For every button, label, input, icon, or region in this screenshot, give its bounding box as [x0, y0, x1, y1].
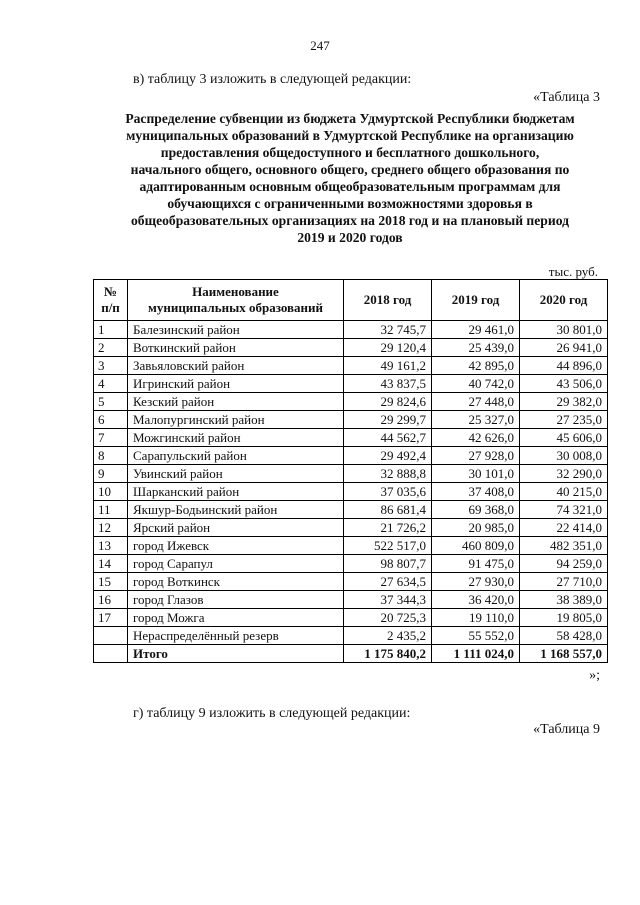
- cell-2019: 27 928,0: [432, 447, 520, 465]
- table-row: [94, 609, 608, 627]
- cell-number: 9: [94, 465, 128, 483]
- cell-number: 3: [94, 357, 128, 375]
- cell-number: 15: [94, 573, 128, 591]
- cell-2019: 27 448,0: [432, 393, 520, 411]
- cell-name: Воткинский район: [128, 339, 344, 357]
- table-row: [94, 519, 608, 537]
- cell-2019: 20 985,0: [432, 519, 520, 537]
- cell-2018: 37 035,6: [344, 483, 432, 501]
- cell-2019: 29 461,0: [432, 321, 520, 339]
- cell-2018: 37 344,3: [344, 591, 432, 609]
- cell-number: [94, 645, 128, 663]
- header-2019: 2019 год: [432, 280, 520, 321]
- cell-2018: 27 634,5: [344, 573, 432, 591]
- units-label: тыс. руб.: [548, 264, 598, 279]
- cell-number: 1: [94, 321, 128, 339]
- cell-2018: 43 837,5: [344, 375, 432, 393]
- table-9-reference: «Таблица 9: [533, 722, 600, 737]
- table-row: [94, 339, 608, 357]
- header-number-line1: №: [103, 284, 118, 299]
- cell-2020: 26 941,0: [520, 339, 608, 357]
- cell-name: Шарканский район: [128, 483, 344, 501]
- cell-2020: 44 896,0: [520, 357, 608, 375]
- cell-number: 12: [94, 519, 128, 537]
- cell-number: 7: [94, 429, 128, 447]
- title-line: 2019 и 2020 годов: [297, 230, 403, 245]
- header-name-line1: Наименование: [192, 284, 279, 299]
- cell-2019: 69 368,0: [432, 501, 520, 519]
- cell-2019: 36 420,0: [432, 591, 520, 609]
- cell-name: Кезский район: [128, 393, 344, 411]
- cell-number: 8: [94, 447, 128, 465]
- cell-2020: 30 008,0: [520, 447, 608, 465]
- cell-2020: 45 606,0: [520, 429, 608, 447]
- title-line: Распределение субвенции из бюджета Удмуртской Республики бюджетам: [125, 111, 575, 126]
- table-row: [94, 393, 608, 411]
- cell-2020: 22 414,0: [520, 519, 608, 537]
- cell-2018: 98 807,7: [344, 555, 432, 573]
- cell-2020: 19 805,0: [520, 609, 608, 627]
- cell-2018: 32 888,8: [344, 465, 432, 483]
- table-row: [94, 537, 608, 555]
- cell-number: 14: [94, 555, 128, 573]
- cell-2020: 30 801,0: [520, 321, 608, 339]
- table-row: [94, 375, 608, 393]
- header-number-line2: п/п: [101, 300, 120, 315]
- cell-2020: 40 215,0: [520, 483, 608, 501]
- cell-name: Нераспределённый резерв: [128, 627, 344, 645]
- cell-name: город Сарапул: [128, 555, 344, 573]
- header-2020: 2020 год: [520, 280, 608, 321]
- subvention-table: [93, 279, 608, 663]
- cell-2020: 58 428,0: [520, 627, 608, 645]
- table-title: [80, 110, 620, 246]
- title-line: начального общего, основного общего, среднего общего образования по: [130, 162, 570, 177]
- cell-name: Увинский район: [128, 465, 344, 483]
- cell-number: 4: [94, 375, 128, 393]
- cell-2018: 29 120,4: [344, 339, 432, 357]
- cell-name: город Можга: [128, 609, 344, 627]
- cell-number: 16: [94, 591, 128, 609]
- total-label: Итого: [128, 645, 344, 663]
- cell-2020: 32 290,0: [520, 465, 608, 483]
- total-2018: 1 175 840,2: [344, 645, 432, 663]
- cell-2018: 44 562,7: [344, 429, 432, 447]
- cell-2020: 27 235,0: [520, 411, 608, 429]
- title-line: адаптированным основным общеобразовательным программам для: [139, 179, 561, 194]
- header-2018: 2018 год: [344, 280, 432, 321]
- cell-number: 10: [94, 483, 128, 501]
- page-number: 247: [310, 38, 330, 53]
- cell-name: Балезинский район: [128, 321, 344, 339]
- table-row: [94, 483, 608, 501]
- cell-number: 11: [94, 501, 128, 519]
- cell-name: город Воткинск: [128, 573, 344, 591]
- table-body: [94, 321, 608, 663]
- cell-2018: 20 725,3: [344, 609, 432, 627]
- cell-name: Игринский район: [128, 375, 344, 393]
- cell-2018: 29 492,4: [344, 447, 432, 465]
- cell-2019: 460 809,0: [432, 537, 520, 555]
- cell-2020: 74 321,0: [520, 501, 608, 519]
- cell-name: Сарапульский район: [128, 447, 344, 465]
- title-line: обучающихся с ограниченными возможностями здоровья в: [167, 196, 533, 211]
- cell-2019: 42 895,0: [432, 357, 520, 375]
- header-name-line2: муниципальных образований: [147, 300, 324, 315]
- table-row: [94, 447, 608, 465]
- cell-name: Малопургинский район: [128, 411, 344, 429]
- cell-2019: 25 439,0: [432, 339, 520, 357]
- cell-2019: 55 552,0: [432, 627, 520, 645]
- cell-name: город Ижевск: [128, 537, 344, 555]
- cell-2019: 30 101,0: [432, 465, 520, 483]
- cell-2019: 25 327,0: [432, 411, 520, 429]
- header-name: [128, 280, 344, 321]
- instruction-g: г) таблицу 9 изложить в следующей редакции:: [133, 706, 411, 721]
- total-row: [94, 645, 608, 663]
- title-line: предоставления общедоступного и бесплатного дошкольного,: [160, 145, 540, 160]
- table-row: [94, 501, 608, 519]
- table-row: [94, 465, 608, 483]
- cell-2018: 2 435,2: [344, 627, 432, 645]
- cell-number: 2: [94, 339, 128, 357]
- cell-2018: 29 299,7: [344, 411, 432, 429]
- total-2019: 1 111 024,0: [432, 645, 520, 663]
- table-row: [94, 627, 608, 645]
- header-number: [94, 280, 128, 321]
- table-row: [94, 357, 608, 375]
- table-3-reference: «Таблица 3: [533, 90, 600, 105]
- table-row: [94, 573, 608, 591]
- cell-number: 17: [94, 609, 128, 627]
- cell-number: 6: [94, 411, 128, 429]
- cell-2018: 49 161,2: [344, 357, 432, 375]
- cell-number: 5: [94, 393, 128, 411]
- cell-2019: 91 475,0: [432, 555, 520, 573]
- cell-2018: 522 517,0: [344, 537, 432, 555]
- table-row: [94, 429, 608, 447]
- cell-number: 13: [94, 537, 128, 555]
- table-row: [94, 591, 608, 609]
- cell-2020: 27 710,0: [520, 573, 608, 591]
- instruction-v: в) таблицу 3 изложить в следующей редакции:: [133, 72, 412, 87]
- cell-2020: 482 351,0: [520, 537, 608, 555]
- cell-name: Завьяловский район: [128, 357, 344, 375]
- cell-2020: 43 506,0: [520, 375, 608, 393]
- cell-2020: 38 389,0: [520, 591, 608, 609]
- table-row: [94, 555, 608, 573]
- closing-quote: »;: [589, 668, 600, 683]
- table-header-row: [94, 280, 608, 321]
- table-row: [94, 411, 608, 429]
- title-line: муниципальных образований в Удмуртской Республике на организацию: [126, 128, 574, 143]
- total-2020: 1 168 557,0: [520, 645, 608, 663]
- cell-2019: 27 930,0: [432, 573, 520, 591]
- cell-2020: 29 382,0: [520, 393, 608, 411]
- cell-name: Якшур-Бодьинский район: [128, 501, 344, 519]
- cell-2018: 86 681,4: [344, 501, 432, 519]
- cell-name: Можгинский район: [128, 429, 344, 447]
- cell-2018: 21 726,2: [344, 519, 432, 537]
- cell-2019: 42 626,0: [432, 429, 520, 447]
- cell-name: город Глазов: [128, 591, 344, 609]
- cell-name: Ярский район: [128, 519, 344, 537]
- title-line: общеобразовательных организациях на 2018 год и на плановый период: [131, 213, 569, 228]
- cell-2019: 19 110,0: [432, 609, 520, 627]
- cell-2019: 37 408,0: [432, 483, 520, 501]
- cell-2020: 94 259,0: [520, 555, 608, 573]
- cell-2018: 32 745,7: [344, 321, 432, 339]
- cell-2018: 29 824,6: [344, 393, 432, 411]
- cell-number: [94, 627, 128, 645]
- cell-2019: 40 742,0: [432, 375, 520, 393]
- table-row: [94, 321, 608, 339]
